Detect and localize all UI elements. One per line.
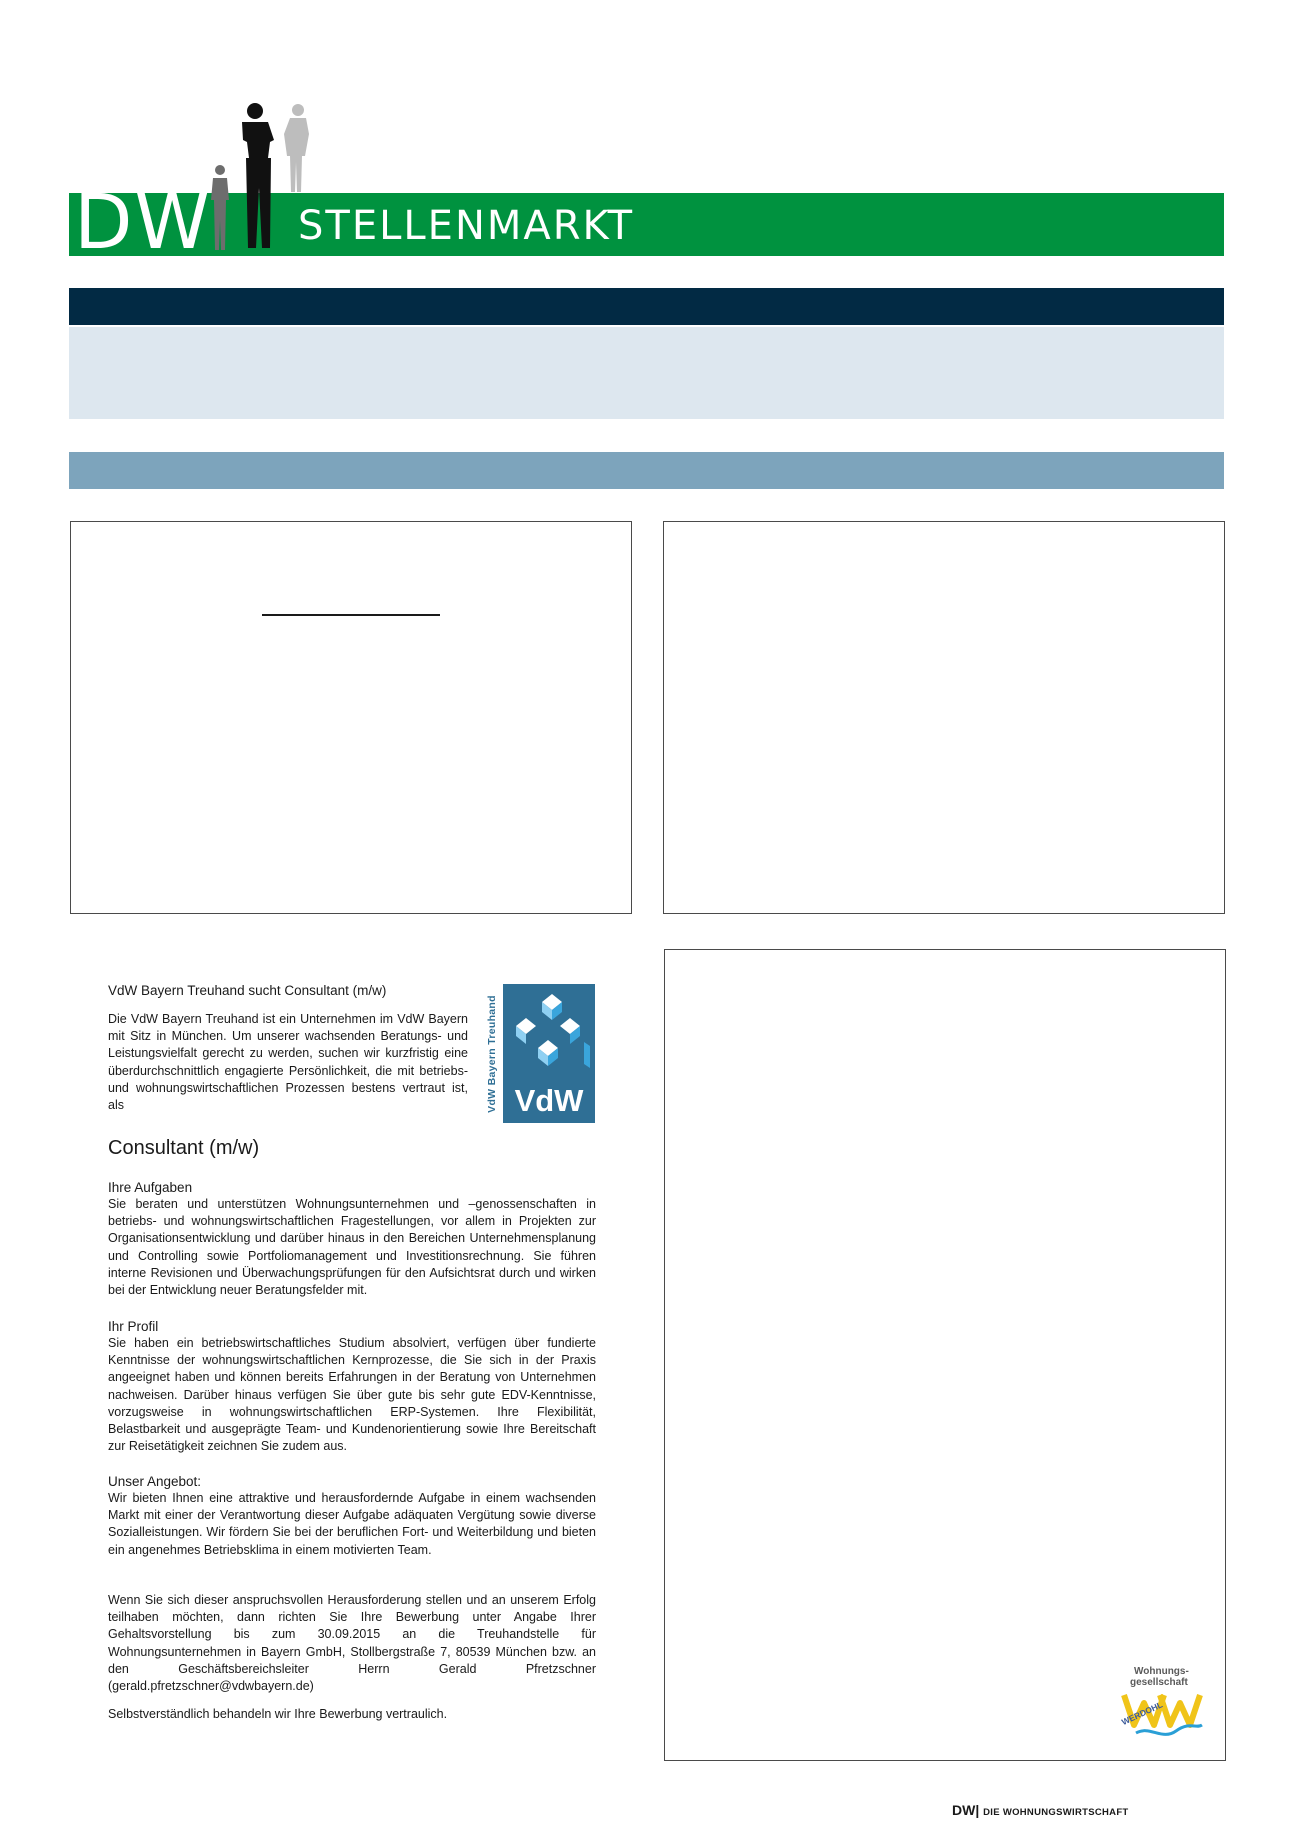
role-title: Consultant (m/w) bbox=[108, 1137, 260, 1159]
ad-box-top-right bbox=[663, 521, 1225, 914]
closing-note: Selbstverständlich behandeln wir Ihre Bewerbung vertraulich. bbox=[108, 1707, 448, 1721]
application-instructions: Wenn Sie sich dieser anspruchsvollen Herausforderung stellen und an unserem Erfolg teilhaben möchten, dann richten Sie Ihre Bewerbung unter Angabe Ihrer Gehaltsvorstellung bis zum 30.09.2015 an die Treuhandstelle für Wohnungsunternehmen in Bayern GmbH, Stollbergstraße 7, 80539 München bzw. an den Geschäftsbereichsleiter Herrn Gerald Pfretzschner (gerald.pfretzschner@vdwbayern.de) bbox=[108, 1593, 596, 1694]
section-tasks bbox=[108, 1179, 596, 1299]
ad-box-bottom-right bbox=[664, 949, 1226, 1761]
light-banner-band bbox=[69, 327, 1224, 419]
section-body-offer: Wir bieten Ihnen eine attraktive und herausfordernde Aufgabe in einem wachsenden Markt mit einer der Verantwortung dieser Aufgabe adäquaten Vergütung sowie diverse Sozialleistungen. Wir fördern Sie bei der beruflichen Fort- und Weiterbildung und bieten ein angenehmes Betriebsklima in einem motivierten Team. bbox=[108, 1491, 596, 1557]
ad-box-top-left bbox=[70, 521, 632, 914]
brand-logo-text: DW bbox=[74, 177, 212, 266]
vdw-cubes-icon bbox=[512, 990, 592, 1080]
section-profile bbox=[108, 1318, 596, 1455]
vdw-logo-vertical-label: VdW Bayern Treuhand bbox=[486, 994, 498, 1113]
vdw-logo-letters: VdW bbox=[514, 1083, 584, 1118]
steel-divider-bar bbox=[69, 452, 1224, 489]
ad-heading: VdW Bayern Treuhand sucht Consultant (m/w) bbox=[108, 983, 387, 998]
footer-separator: | bbox=[975, 1802, 980, 1818]
ad-box-rule bbox=[262, 614, 440, 616]
footer-publication: DIE WOHNUNGSWIRTSCHAFT bbox=[983, 1807, 1129, 1818]
section-offer bbox=[108, 1473, 596, 1559]
ad-intro: Die VdW Bayern Treuhand ist ein Unternehmen im VdW Bayern mit Sitz in München. Um unserer wachsenden Beratungs- und Leistungsvielfalt gerecht zu werden, suchen wir kurzfristig eine überdurchschnittlich engagierte Persönlichkeit, die mit betriebs- und wohnungswirtschaftlichen Prozessen bestens vertraut ist, als bbox=[108, 1012, 468, 1113]
ww-logo-line1: Wohnungs- bbox=[1134, 1666, 1189, 1677]
ww-logo-line2: gesellschaft bbox=[1130, 1677, 1188, 1688]
section-title-offer: Unser Angebot: bbox=[108, 1474, 202, 1489]
section-title-tasks: Ihre Aufgaben bbox=[108, 1180, 193, 1195]
section-title: STELLENMARKT bbox=[298, 203, 635, 249]
navy-divider-bar bbox=[69, 288, 1224, 325]
section-body-tasks: Sie beraten und unterstützen Wohnungsunternehmen und –genossenschaften in betriebs- und wohnungswirtschaftlichen Fragestellungen, vor allem in Projekten zur Organisationsentwicklung und darüber hinaus in den Bereichen Unternehmensplanung und Controlling sowie Portfoliomanagement und Investitionsrechnung. Sie führen interne Revisionen und Überwachungsprüfungen für den Aufsichtsrat durch und wirken bei der Entwicklung neuer Beratungsfelder mit. bbox=[108, 1197, 596, 1298]
footer bbox=[952, 1802, 1129, 1821]
ww-logo-city: WERDOHL bbox=[1120, 1699, 1165, 1728]
footer-brand: DW bbox=[952, 1802, 976, 1818]
vdw-logo-vertical-text bbox=[484, 984, 500, 1123]
section-body-profile: Sie haben ein betriebswirtschaftliches Studium absolviert, verfügen über fundierte Kenntnisse der wohnungswirtschaftlichen Kernprozesse, die Sie sich in der Praxis angeeignet haben und können bereits Erfahrungen in der Beratung von Unternehmen nachweisen. Darüber hinaus verfügen Sie über gute bis sehr gute EDV-Kenntnisse, vorzugsweise in wohnungswirtschaftlichen ERP-Systemen. Ihre Flexibilität, Belastbarkeit und ausgeprägte Team- und Kundenorientierung sowie Ihre Bereitschaft zur Reisetätigkeit zeichnen Sie zudem aus. bbox=[108, 1336, 596, 1454]
section-title-profile: Ihr Profil bbox=[108, 1319, 159, 1334]
